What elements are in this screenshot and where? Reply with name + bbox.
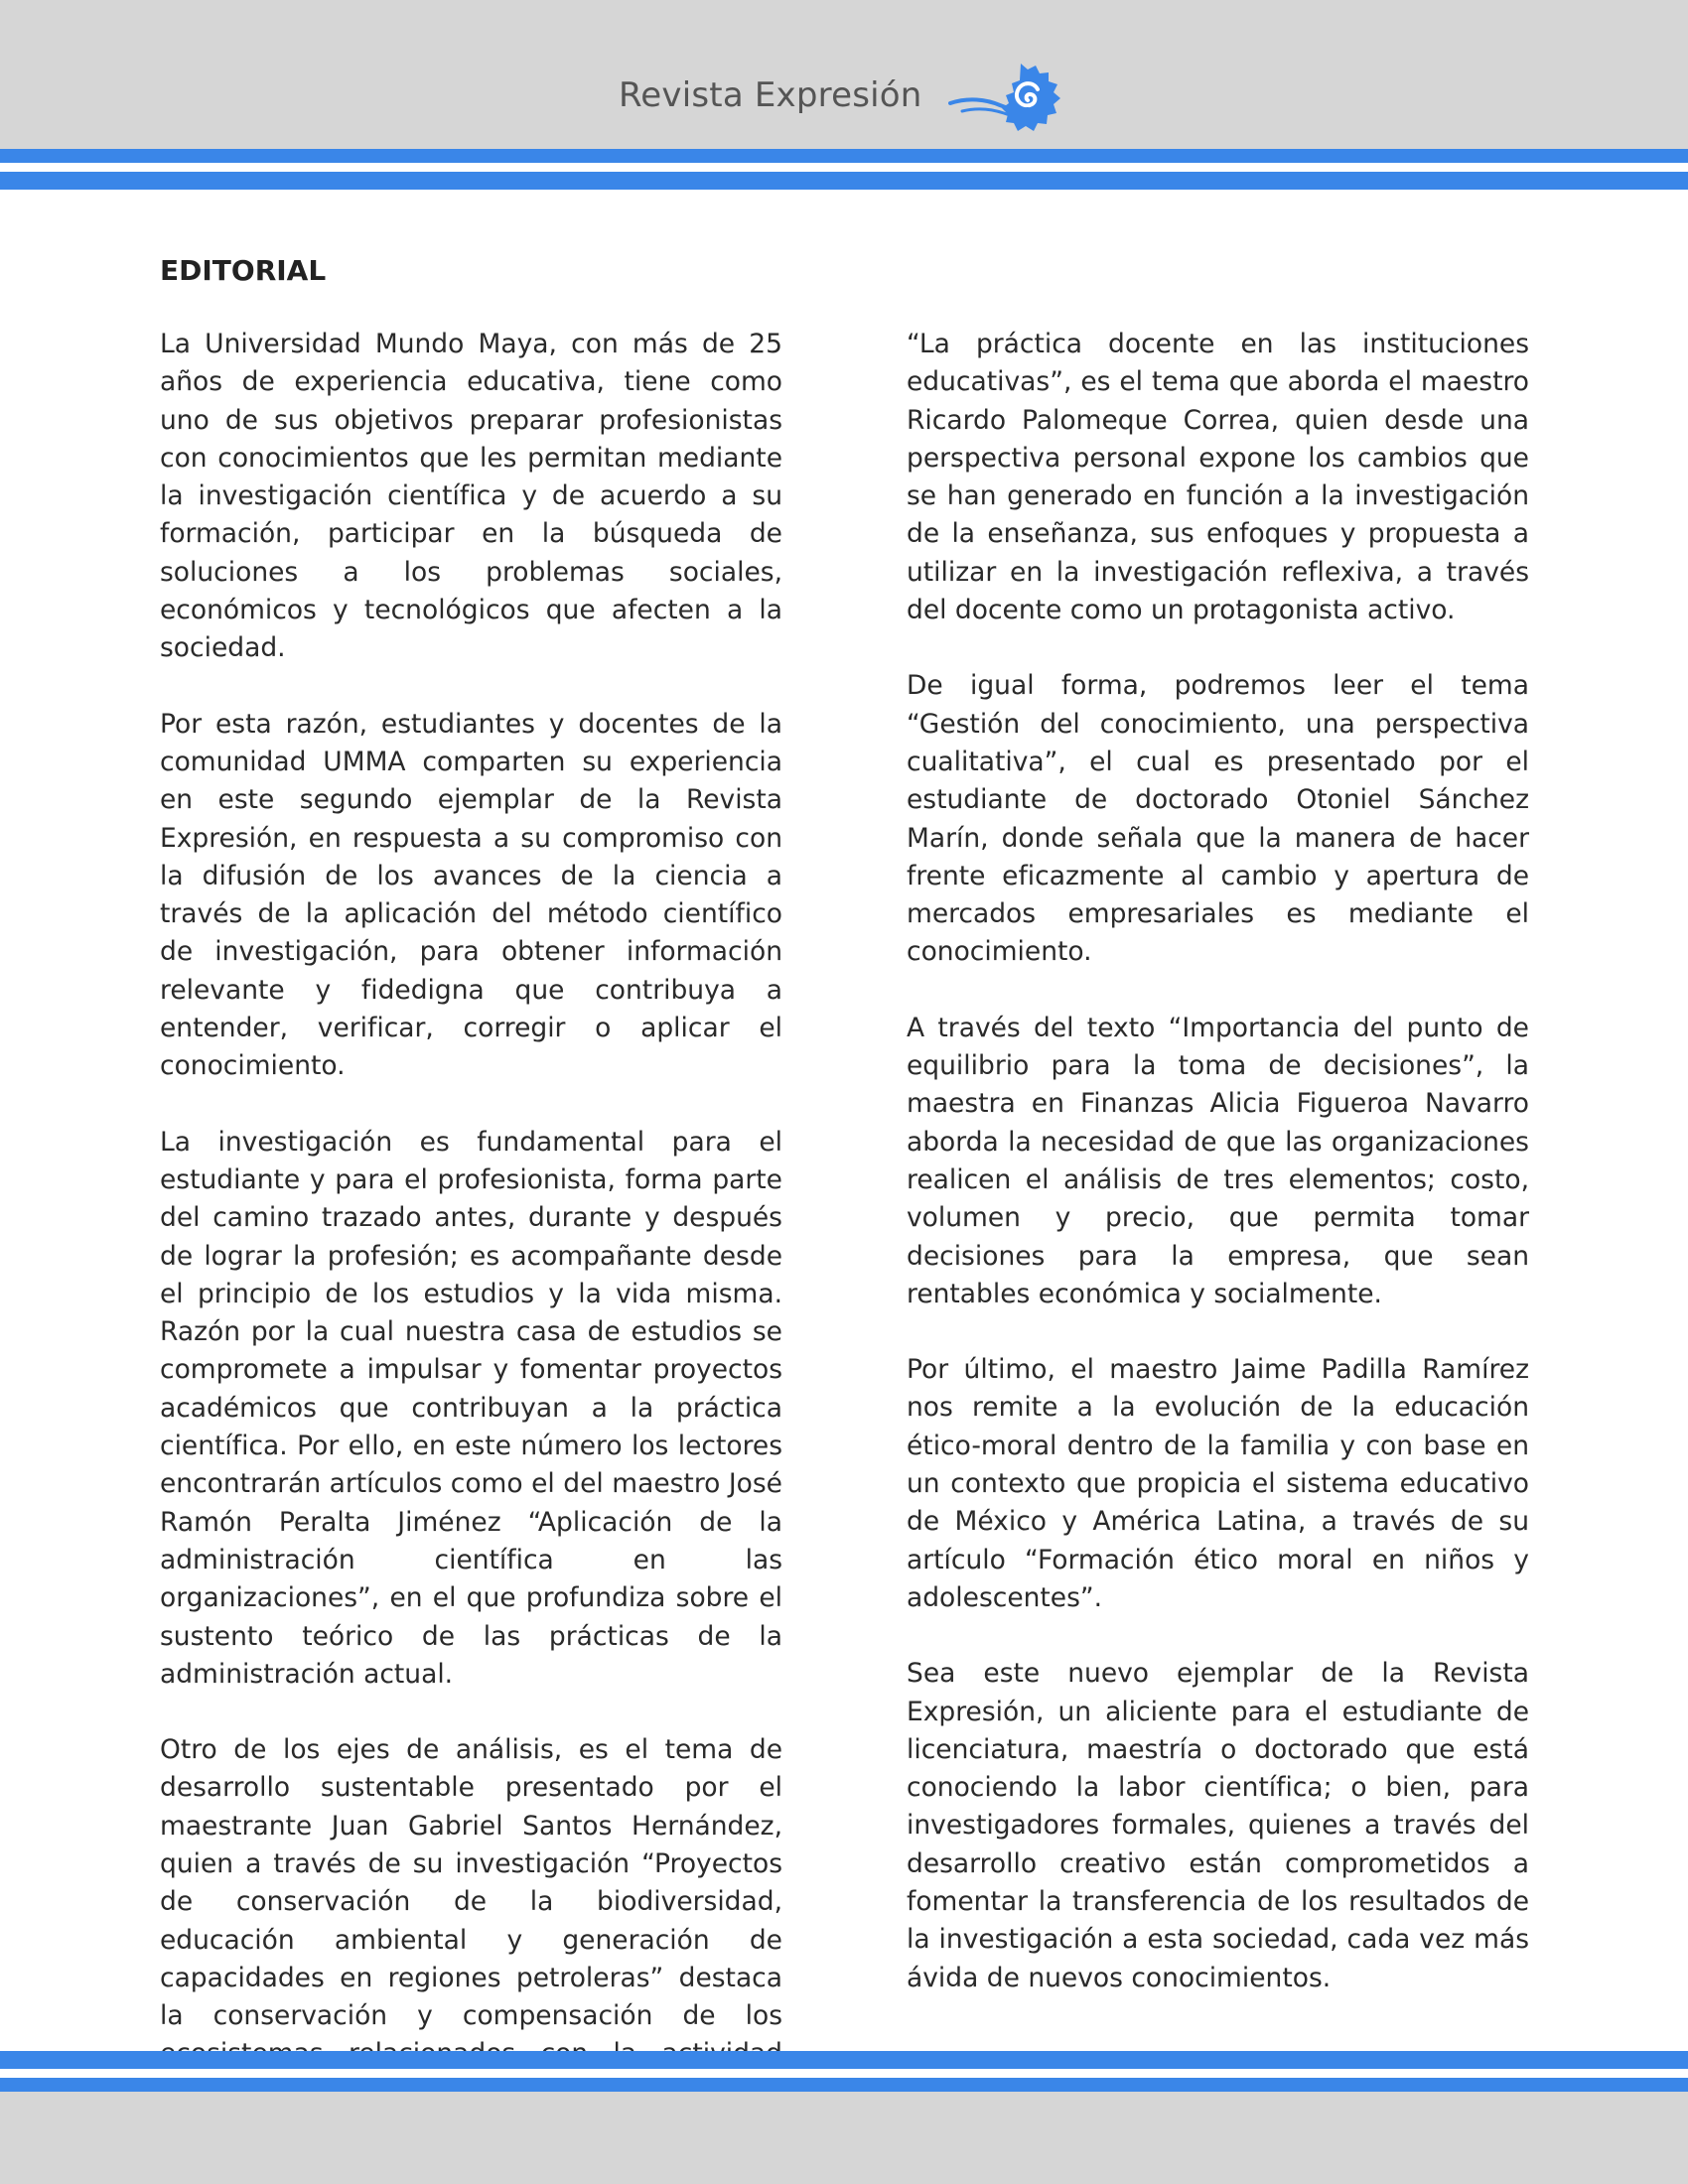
left-column bbox=[160, 326, 782, 2149]
section-title: EDITORIAL bbox=[160, 254, 327, 287]
paragraph: Sea este nuevo ejemplar de la Revista Expresión, un aliciente para el estudiante de licenciatura, maestría o doctorado que está conociendo la labor científica; o bien, para investigadores formales, quienes a través del desarrollo creativo están comprometidos a fomentar la transferencia de los resultados de la investigación a esta sociedad, cada vez más ávida de nuevos conocimientos. bbox=[907, 1658, 1529, 1993]
footer-stripe-gap bbox=[0, 2069, 1688, 2078]
paragraph: La Universidad Mundo Maya, con más de 25 años de experiencia educativa, tiene como uno de sus objetivos preparar profesionistas con conocimientos que les permitan mediante la investigación científica y de acuerdo a su formación, participar en la búsqueda de soluciones a los problemas sociales, económicos y tecnológicos que afecten a la sociedad. bbox=[160, 329, 782, 664]
footer-stripe-top bbox=[0, 2051, 1688, 2069]
header-stripe-gap bbox=[0, 163, 1688, 172]
paragraph: A través del texto “Importancia del punto de equilibrio para la toma de decisiones”, la maestra en Finanzas Alicia Figueroa Navarro aborda la necesidad de que las organizaciones realicen el análisis de tres elementos; costo, volumen y precio, que permita tomar decisiones para la empresa, que sean rentables económica y socialmente. bbox=[907, 1012, 1529, 1309]
paragraph: Por esta razón, estudiantes y docentes de la comunidad UMMA comparten su experiencia en este segundo ejemplar de la Revista Expresión, en respuesta a su compromiso con la difusión de los avances de la ciencia a través de la aplicación del método científico de investigación, para obtener información relevante y fidedigna que contribuya a entender, verificar, corregir o aplicar el conocimiento. bbox=[160, 708, 782, 1082]
page-footer bbox=[0, 2092, 1688, 2184]
footer-stripe-bottom bbox=[0, 2078, 1688, 2092]
spiral-wave-logo-icon bbox=[948, 58, 1072, 137]
paragraph: Por último, el maestro Jaime Padilla Ramírez nos remite a la evolución de la educación ético-moral dentro de la familia y con base en un contexto que propicia el sistema educativo de México y América Latina, a través de su artículo “Formación ético moral en niños y adolescentes”. bbox=[907, 1354, 1529, 1613]
header-stripe-bottom bbox=[0, 172, 1688, 190]
page-header bbox=[0, 0, 1688, 149]
paragraph: De igual forma, podremos leer el tema “Gestión del conocimiento, una perspectiva cualitativa”, el cual es presentado por el estudiante de doctorado Otoniel Sánchez Marín, donde señala que la manera de hacer frente eficazmente al cambio y apertura de mercados empresariales es mediante el conocimiento. bbox=[907, 670, 1529, 968]
magazine-title: Revista Expresión bbox=[619, 75, 922, 115]
header-stripe-top bbox=[0, 149, 1688, 163]
right-column bbox=[907, 326, 1529, 2035]
paragraph: “La práctica docente en las instituciones educativas”, es el tema que aborda el maestro Ricardo Palomeque Correa, quien desde una perspectiva personal expone los cambios que se han generado en función a la investigación de la enseñanza, sus enfoques y propuesta a utilizar en la investigación reflexiva, a través del docente como un protagonista activo. bbox=[907, 329, 1529, 626]
paragraph: La investigación es fundamental para el estudiante y para el profesionista, forma parte del camino trazado antes, durante y después de lograr la profesión; es acompañante desde el principio de los estudios y la vida misma. Razón por la cual nuestra casa de estudios se compromete a impulsar y fomentar proyectos académicos que contribuyan a la práctica científica. Por ello, en este número los lectores encontrarán artículos como el del maestro José Ramón Peralta Jiménez “Aplicación de la administración científica en las organizaciones”, en el que profundiza sobre el sustento teórico de las prácticas de la administración actual. bbox=[160, 1126, 782, 1690]
paragraph: Otro de los ejes de análisis, es el tema de desarrollo sustentable presentado por el maestrante Juan Gabriel Santos Hernández, quien a través de su investigación “Proyectos de conservación de la biodiversidad, educación ambiental y generación de capacidades en regiones petroleras” destaca la conservación y compensación de los bbox=[160, 1734, 782, 2032]
